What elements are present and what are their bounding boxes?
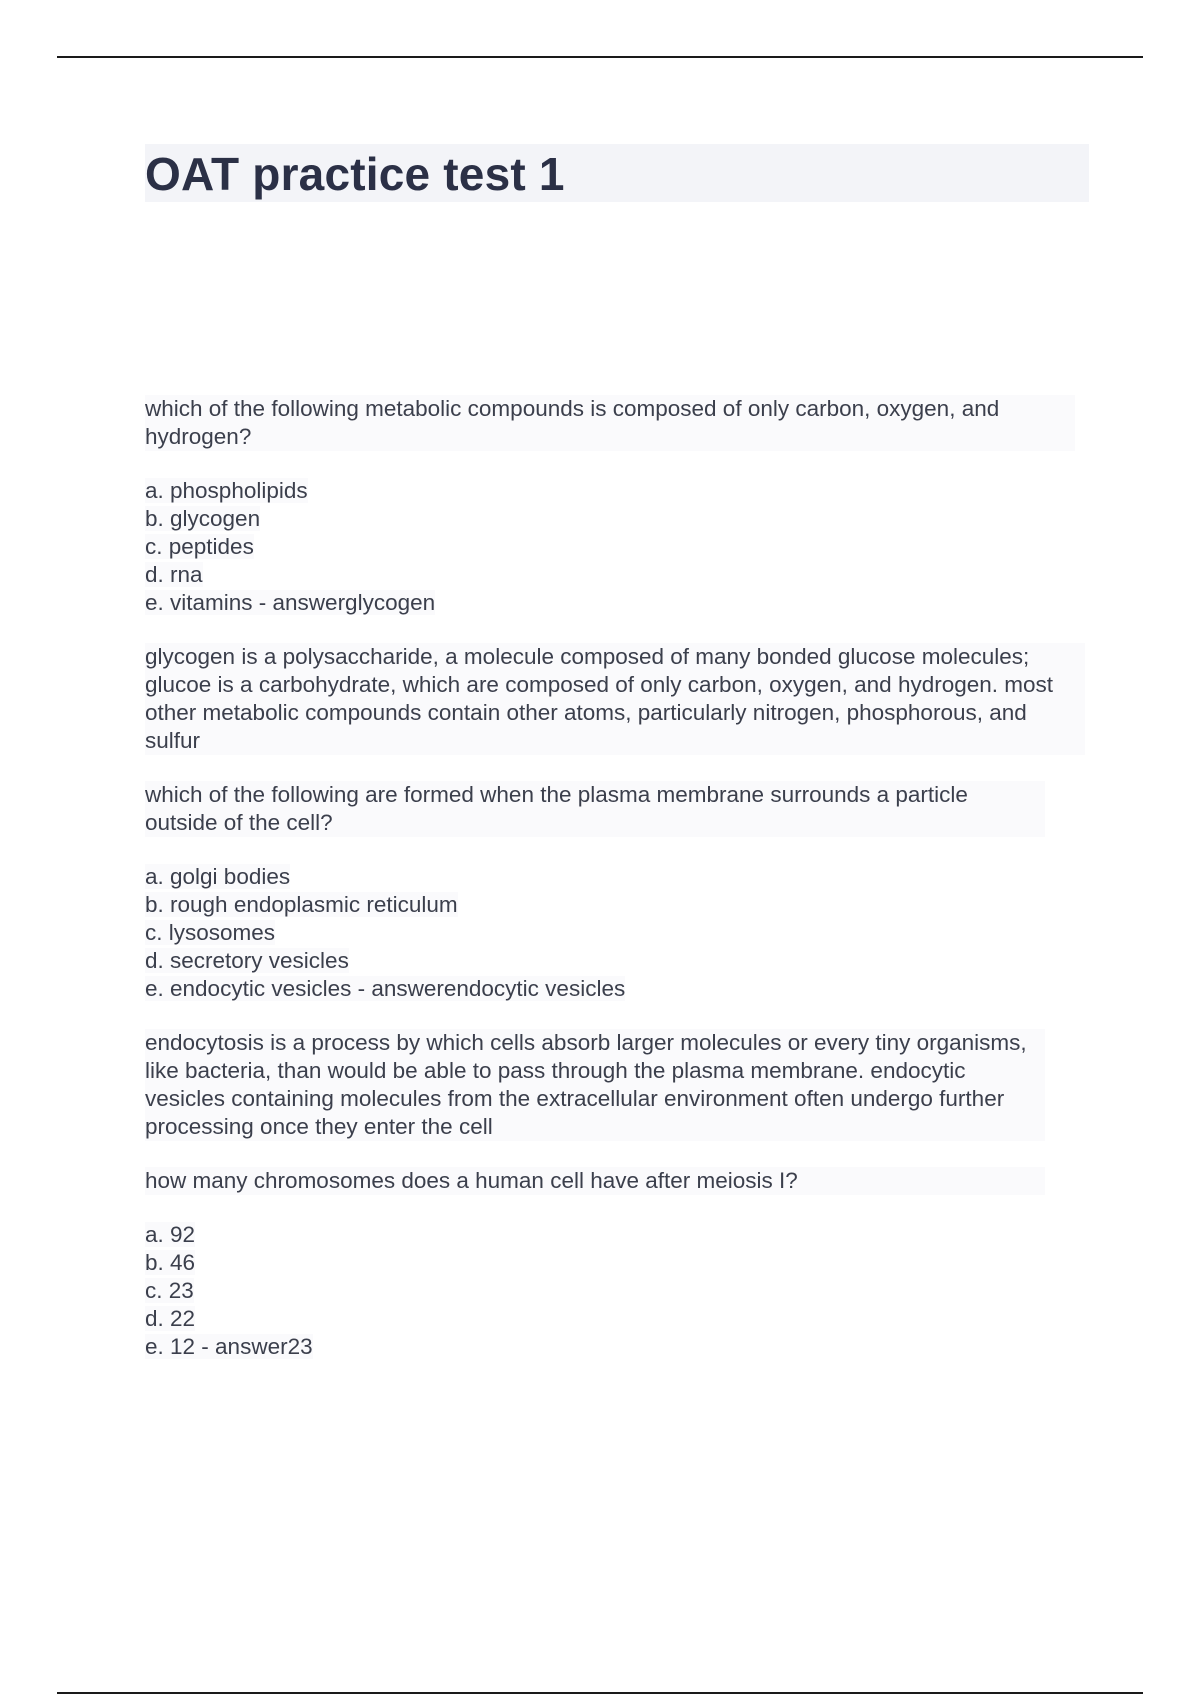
question-2-option-d: d. secretory vesicles <box>145 948 349 973</box>
question-2-options <box>145 863 1089 1003</box>
page-title: OAT practice test 1 <box>145 148 565 200</box>
question-1-text: which of the following metabolic compounds is composed of only carbon, oxygen, and hydrogen? <box>145 395 1075 451</box>
question-1-option-c: c. peptides <box>145 534 254 559</box>
top-rule <box>57 56 1143 58</box>
question-1-option-e: e. vitamins - answerglycogen <box>145 590 436 615</box>
question-3-options <box>145 1221 1089 1361</box>
question-3-text: how many chromosomes does a human cell have after meiosis I? <box>145 1167 1045 1195</box>
question-3-option-a: a. 92 <box>145 1222 196 1247</box>
question-3-option-c: c. 23 <box>145 1278 194 1303</box>
question-2-option-e: e. endocytic vesicles - answerendocytic vesicles <box>145 976 626 1001</box>
question-1-option-a: a. phospholipids <box>145 478 308 503</box>
question-2-option-a: a. golgi bodies <box>145 864 291 889</box>
question-1-explanation: glycogen is a polysaccharide, a molecule composed of many bonded glucose molecules; glucoe is a carbohydrate, which are composed of only carbon, oxygen, and hydrogen. most other metabolic compounds contain other atoms, particularly nitrogen, phosphorous, and sulfur <box>145 643 1085 755</box>
question-2-explanation: endocytosis is a process by which cells absorb larger molecules or every tiny organisms, like bacteria, than would be able to pass through the plasma membrane. endocytic vesicles containing molecules from the extracellular environment often undergo further processing once they enter the cell <box>145 1029 1045 1141</box>
question-3-option-b: b. 46 <box>145 1250 196 1275</box>
question-3-option-d: d. 22 <box>145 1306 196 1331</box>
question-1-option-d: d. rna <box>145 562 203 587</box>
question-1-option-b: b. glycogen <box>145 506 261 531</box>
question-3-option-e: e. 12 - answer23 <box>145 1334 313 1359</box>
question-2-text: which of the following are formed when the plasma membrane surrounds a particle outside of the cell? <box>145 781 1045 837</box>
bottom-rule <box>57 1692 1143 1694</box>
question-2-option-c: c. lysosomes <box>145 920 276 945</box>
question-1-options <box>145 477 1089 617</box>
document-body <box>145 395 1089 1387</box>
question-2-option-b: b. rough endoplasmic reticulum <box>145 892 458 917</box>
